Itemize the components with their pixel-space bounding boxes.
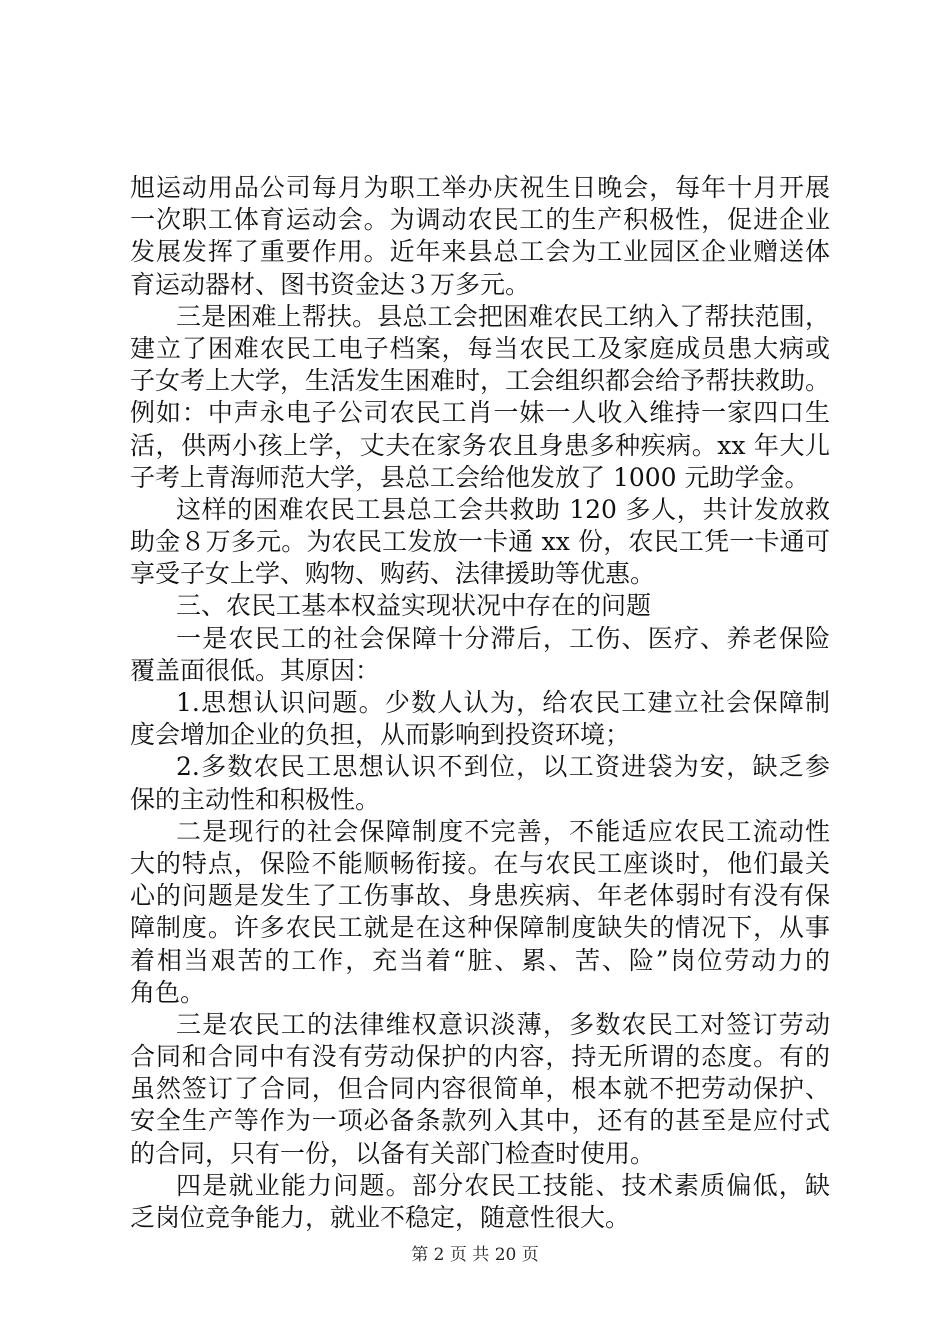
text-line: 这样的困难农民工县总工会共救助 120 多人，共计发放救 <box>176 494 830 524</box>
text-line: 三是困难上帮扶。县总工会把困难农民工纳入了帮扶范围， <box>176 301 830 331</box>
text-line: 子女考上大学，生活发生困难时，工会组织都会给予帮扶救助。 <box>130 366 831 396</box>
text-line: 三、农民工基本权益实现状况中存在的问题 <box>176 591 652 621</box>
text-line: 2.多数农民工思想认识不到位，以工资进袋为安，缺乏参 <box>176 752 830 782</box>
text-line: 安全生产等作为一项必备条款列入其中，还有的甚至是应付式 <box>130 1106 830 1136</box>
text-line: 发展发挥了重要作用。近年来县总工会为工业园区企业赠送体 <box>130 237 830 267</box>
text-line: 助金８万多元。为农民工发放一卡通 xx 份，农民工凭一卡通可 <box>130 527 830 557</box>
text-line: 子考上青海师范大学，县总工会给他发放了 1000 元助学金。 <box>130 462 810 492</box>
text-line: 覆盖面很低。其原因： <box>130 655 381 685</box>
page-footer: 第 2 页 共 20 页 <box>411 1245 539 1265</box>
text-line: 合同和合同中有没有劳动保护的内容，持无所谓的态度。有的 <box>130 1042 830 1072</box>
text-line: 虽然签订了合同，但合同内容很简单，根本就不把劳动保护、 <box>130 1074 830 1104</box>
text-line: 着相当艰苦的工作，充当着“脏、累、苦、险”岗位劳动力的 <box>130 945 830 975</box>
text-line: 一次职工体育运动会。为调动农民工的生产积极性，促进企业 <box>130 205 830 235</box>
document-body <box>130 172 830 1234</box>
text-line: 三是农民工的法律维权意识淡薄，多数农民工对签订劳动 <box>176 1009 830 1039</box>
text-line: 障制度。许多农民工就是在这种保障制度缺失的情况下，从事 <box>130 913 830 943</box>
text-line: 例如：中声永电子公司农民工肖一妹一人收入维持一家四口生 <box>130 398 830 428</box>
text-line: 的合同，只有一份，以备有关部门检查时使用。 <box>130 1138 656 1168</box>
text-line: 一是农民工的社会保障十分滞后，工伤、医疗、养老保险 <box>176 623 830 653</box>
text-line: 1.思想认识问题。少数人认为，给农民工建立社会保障制 <box>176 688 830 717</box>
text-line: 二是现行的社会保障制度不完善，不能适应农民工流动性 <box>176 816 830 846</box>
text-line: 建立了困难农民工电子档案，每当农民工及家庭成员患大病或 <box>130 333 830 363</box>
text-line: 乏岗位竞争能力，就业不稳定，随意性很大。 <box>130 1203 631 1232</box>
text-line: 度会增加企业的负担，从而影响到投资环境； <box>130 720 631 750</box>
text-line: 育运动器材、图书资金达３万多元。 <box>130 269 531 299</box>
text-line: 大的特点，保险不能顺畅衔接。在与农民工座谈时，他们最关 <box>130 848 830 878</box>
text-line: 享受子女上学、购物、购药、法律援助等优惠。 <box>130 559 656 589</box>
text-line: 保的主动性和积极性。 <box>130 784 381 814</box>
text-line: 旭运动用品公司每月为职工举办庆祝生日晚会，每年十月开展 <box>130 173 830 202</box>
text-line: 四是就业能力问题。部分农民工技能、技术素质偏低，缺 <box>176 1170 830 1200</box>
text-line: 活，供两小孩上学，丈夫在家务农且身患多种疾病。xx 年大儿 <box>130 430 830 460</box>
text-line: 心的问题是发生了工伤事故、身患疾病、年老体弱时有没有保 <box>130 881 830 911</box>
text-line: 角色。 <box>130 977 206 1007</box>
